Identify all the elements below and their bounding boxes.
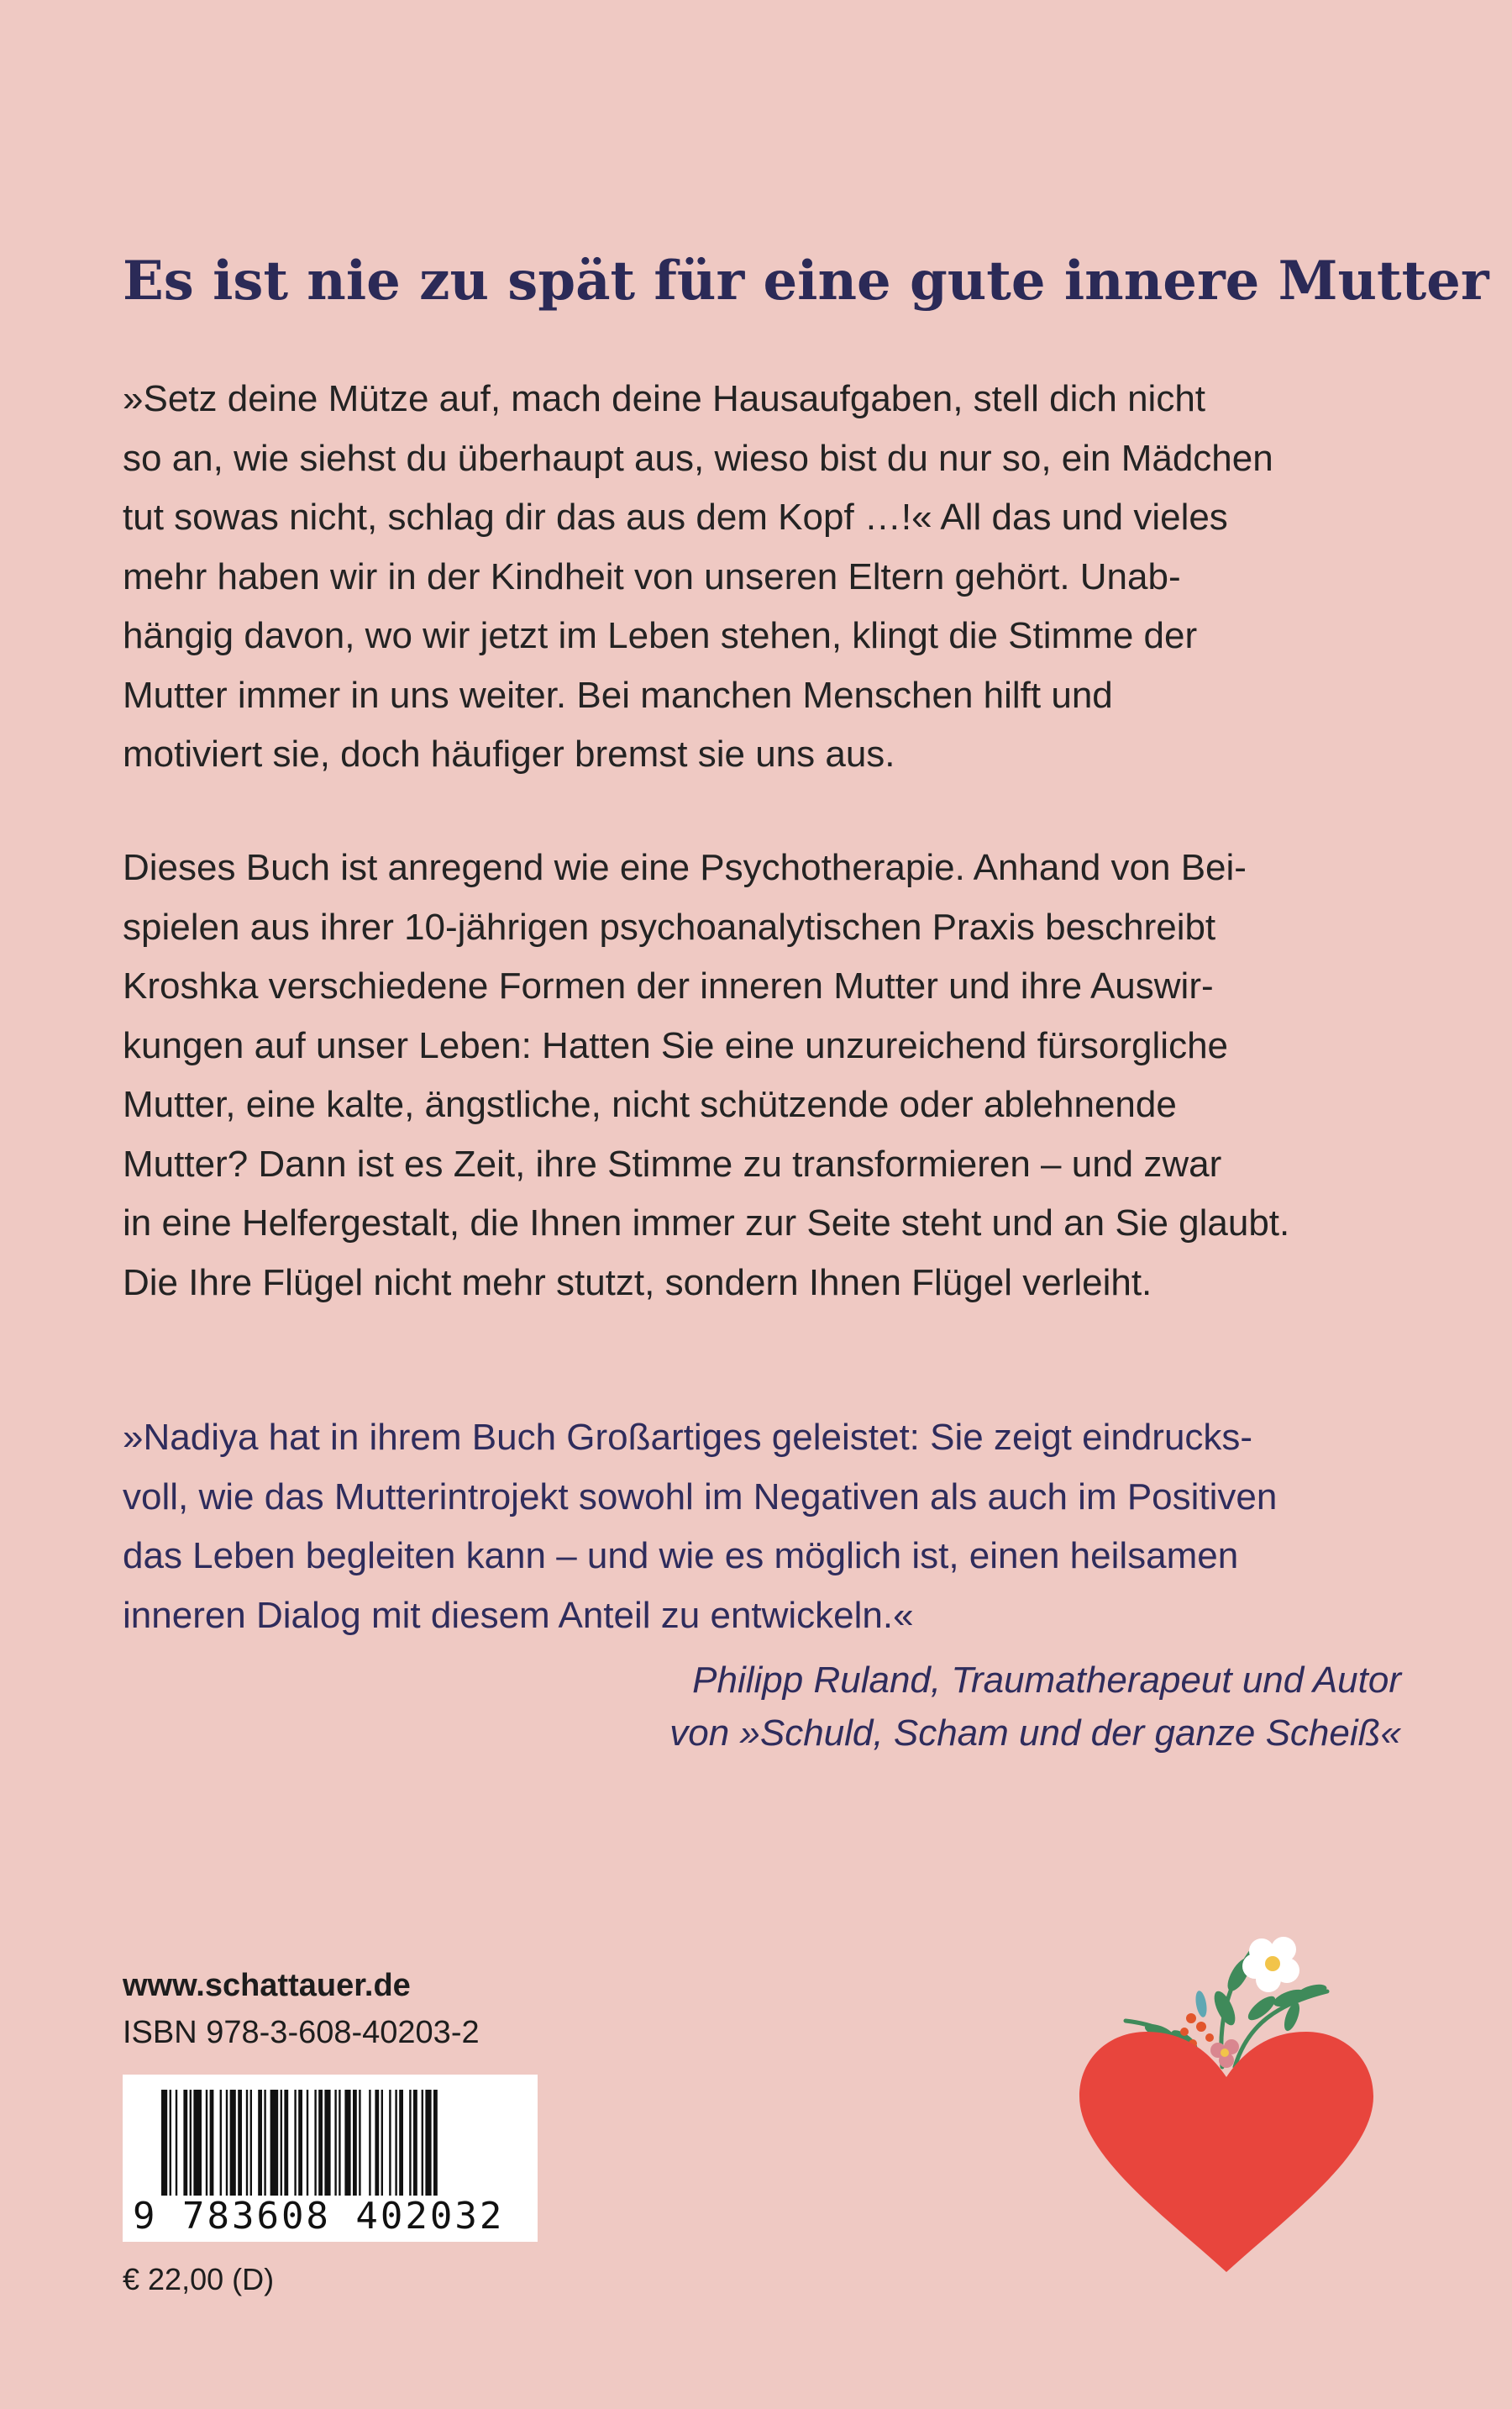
text-line: so an, wie siehst du überhaupt aus, wieso bist du nur so, ein Mädchen [123, 437, 1273, 479]
barcode-bar [161, 2090, 167, 2201]
quote-line: inneren Dialog mit diesem Anteil zu entwickeln.« [123, 1594, 914, 1636]
publisher-website: www.schattauer.de [123, 1968, 411, 2003]
barcode-bar [210, 2090, 214, 2201]
barcode-bar [324, 2090, 330, 2201]
barcode [123, 2075, 538, 2242]
quote-line: »Nadiya hat in ihrem Buch Großartiges geleistet: Sie zeigt eindrucks- [123, 1417, 1253, 1458]
barcode-bar [359, 2090, 360, 2201]
barcode-bar [246, 2090, 248, 2201]
barcode-digits: 9 783608 402032 [133, 2196, 528, 2238]
text-line: Mutter, eine kalte, ängstliche, nicht schützende oder ablehnende [123, 1084, 1177, 1125]
text-line: tut sowas nicht, schlag dir das aus dem Kopf …!« All das und vieles [123, 497, 1228, 538]
barcode-bar [176, 2090, 177, 2201]
attribution-line: von »Schuld, Scham und der ganze Scheiß« [669, 1712, 1401, 1754]
blurb-paragraph-2 [123, 839, 1416, 1312]
headline: Es ist nie zu spät für eine gute innere Mutter [123, 250, 1489, 313]
barcode-bar [318, 2090, 323, 2201]
barcode-bar [395, 2090, 396, 2201]
text-line: Die Ihre Flügel nicht mehr stutzt, sondern Ihnen Flügel verleiht. [123, 1261, 1152, 1303]
barcode-bar [264, 2090, 265, 2201]
text-line: hängig davon, wo wir jetzt im Leben stehen, klingt die Stimme der [123, 615, 1198, 656]
barcode-bar [298, 2090, 302, 2201]
text-line: Mutter? Dann ist es Zeit, ihre Stimme zu transformieren – und zwar [123, 1143, 1222, 1185]
barcode-bar [170, 2090, 171, 2201]
text-line: »Setz deine Mütze auf, mach deine Hausaufgaben, stell dich nicht [123, 378, 1206, 419]
barcode-bar [381, 2090, 383, 2201]
barcode-bar [258, 2090, 262, 2201]
text-line: motiviert sie, doch häufiger bremst sie uns aus. [123, 734, 895, 775]
barcode-bar [206, 2090, 207, 2201]
attribution-line: Philipp Ruland, Traumatherapeut und Autor [692, 1659, 1401, 1701]
text-line: mehr haben wir in der Kindheit von unseren Eltern gehört. Unab- [123, 555, 1181, 597]
text-line: kungen auf unser Leben: Hatten Sie eine unzureichend fürsorgliche [123, 1024, 1229, 1066]
barcode-bar [281, 2090, 282, 2201]
barcode-bar [339, 2090, 340, 2201]
barcode-bar [409, 2090, 411, 2201]
review-quote [123, 1408, 1416, 1645]
barcode-bar [190, 2090, 192, 2201]
barcode-bar [433, 2090, 438, 2201]
isbn-number: ISBN 978-3-608-40203-2 [123, 2015, 480, 2050]
quote-line: voll, wie das Mutterintrojekt sowohl im Negativen als auch im Positiven [123, 1475, 1278, 1517]
barcode-bar [413, 2090, 417, 2201]
blurb-paragraph-1 [123, 370, 1416, 785]
barcode-bar [399, 2090, 403, 2201]
barcode-bar [183, 2090, 187, 2201]
heart-with-flowers-icon [1067, 1924, 1386, 2277]
barcode-bar [334, 2090, 336, 2201]
barcode-bar [238, 2090, 242, 2201]
text-line: spielen aus ihrer 10-jährigen psychoanalytischen Praxis beschreibt [123, 906, 1216, 948]
text-line: Mutter immer in uns weiter. Bei manchen Menschen hilft und [123, 674, 1113, 716]
barcode-bar [425, 2090, 431, 2201]
text-line: in eine Helfergestalt, die Ihnen immer zur Seite steht und an Sie glaubt. [123, 1202, 1290, 1244]
barcode-bar [369, 2090, 370, 2201]
barcode-bar [314, 2090, 316, 2201]
barcode-bar [220, 2090, 222, 2201]
barcode-bar [193, 2090, 202, 2201]
barcode-bar [226, 2090, 228, 2201]
text-line: Kroshka verschiedene Formen der inneren Mutter und ihre Auswir- [123, 965, 1214, 1007]
barcode-bar [422, 2090, 423, 2201]
quote-line: das Leben begleiten kann – und wie es möglich ist, einen heilsamen [123, 1535, 1239, 1576]
price: € 22,00 (D) [123, 2262, 275, 2296]
barcode-bar [294, 2090, 296, 2201]
quote-attribution [393, 1654, 1401, 1759]
barcode-bar [307, 2090, 308, 2201]
barcode-bar [389, 2090, 391, 2201]
text-line: Dieses Buch ist anregend wie eine Psychotherapie. Anhand von Bei- [123, 847, 1247, 888]
barcode-bar [230, 2090, 236, 2201]
barcode-bar [270, 2090, 279, 2201]
barcode-bar [353, 2090, 357, 2201]
barcode-bar [375, 2090, 379, 2201]
barcode-bar [250, 2090, 252, 2201]
barcode-bar [344, 2090, 350, 2201]
barcode-bar [284, 2090, 288, 2201]
